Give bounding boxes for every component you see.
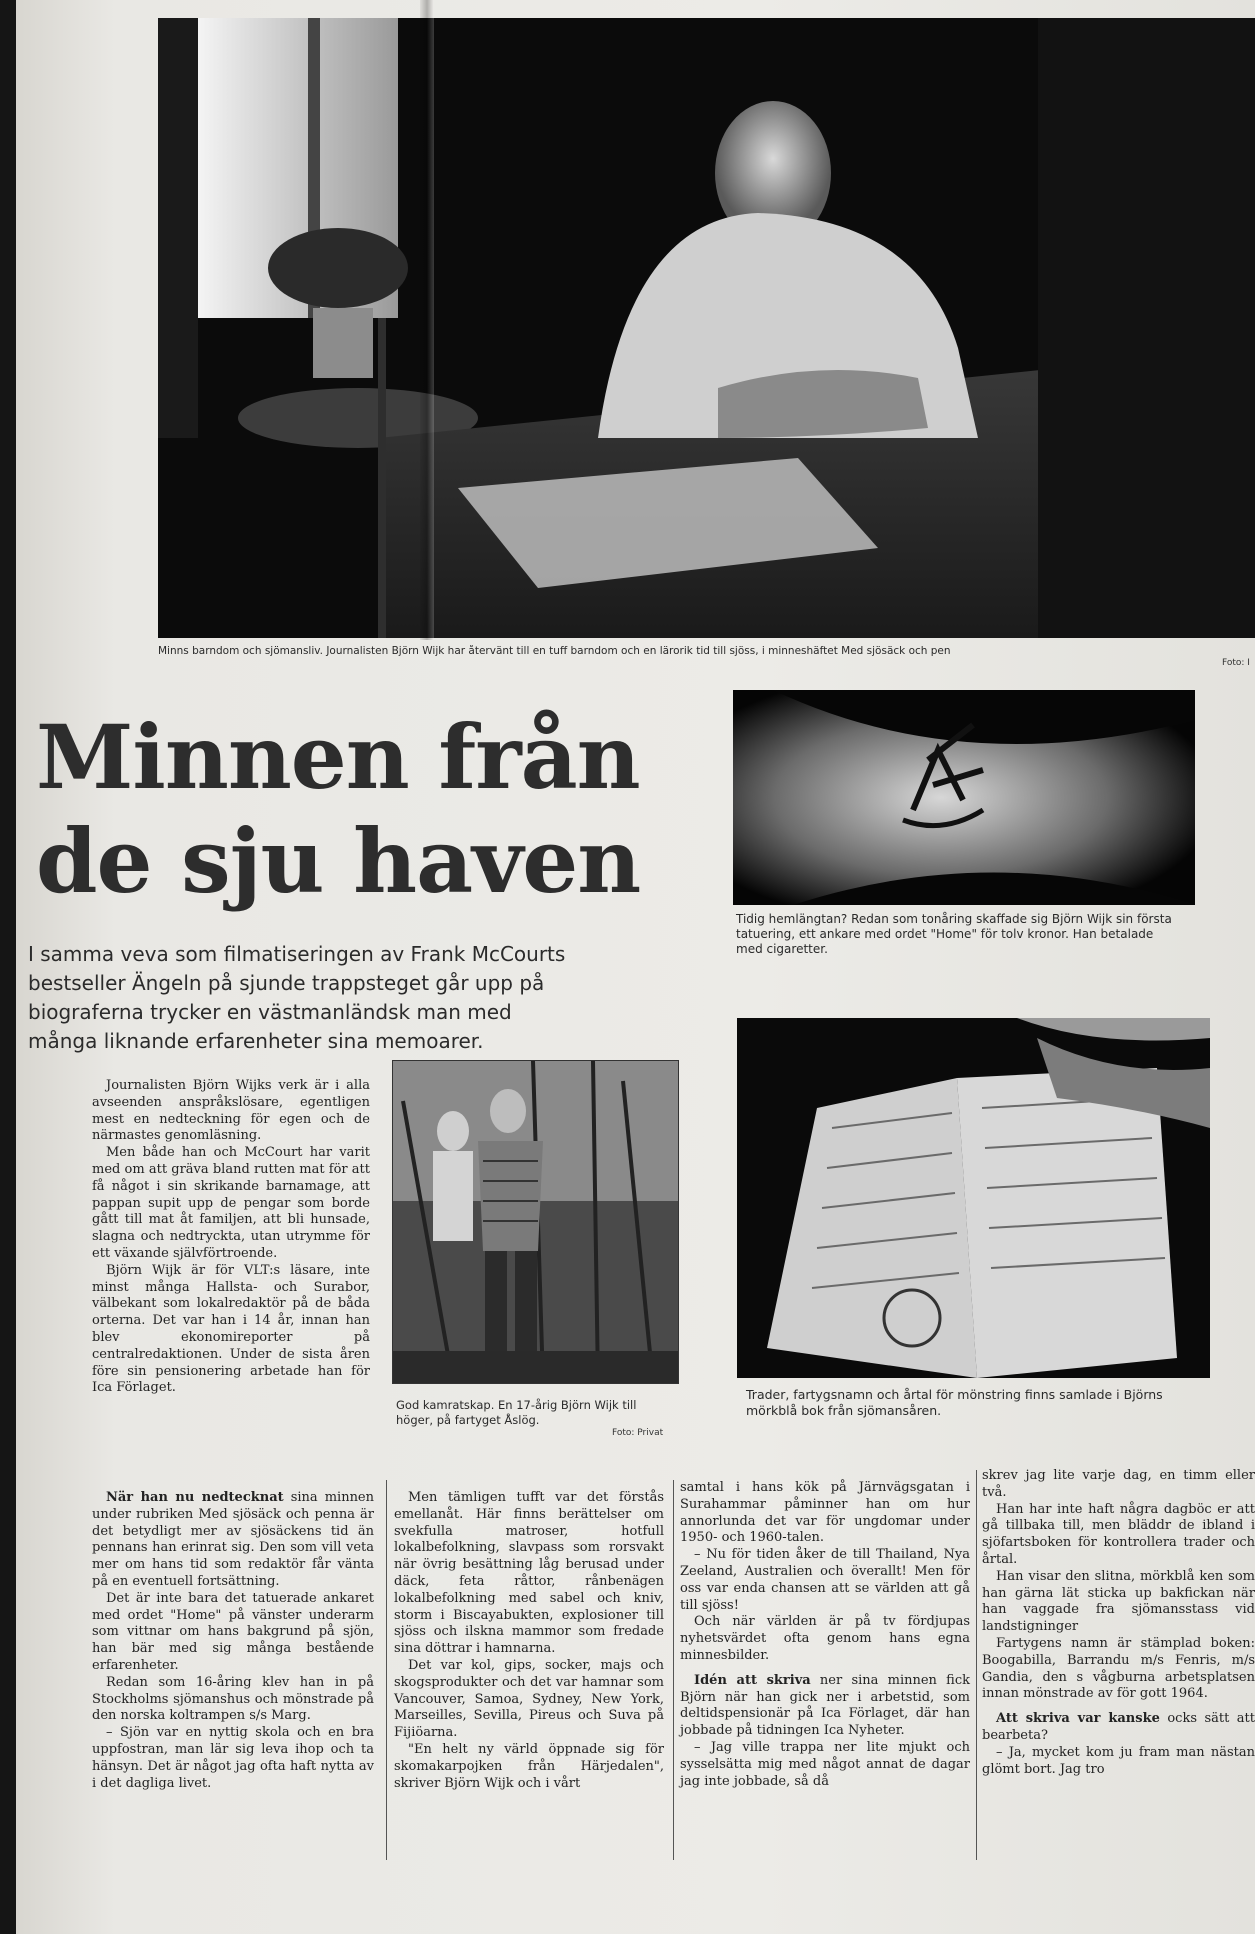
top-photo-caption-text: Minns barndom och sjömansliv. Journalisten Björn Wijk har återvänt till en tuff barndom och en lärorik tid till sjöss, i minneshäftet Med sjösäck och pen [158,645,951,657]
headline-line-2: de sju haven [36,809,641,913]
col3-para: "En helt ny värld öppnade sig för skomakarpojken från Härjedalen", skriver Björn Wijk och i vårt [394,1741,664,1791]
col4-para: samtal i hans kök på Järnvägsgatan i Surahammar påminner han om hur annorlunda det var för ungdomar under 1950- och 1960-talen. [680,1480,970,1546]
paper-fold [420,0,434,640]
tattoo-photo [733,690,1195,905]
col2-para: – Sjön var en nyttig skola och en bra uppfostran, man lär sig leva ihop och ta hänsyn. Det är något jag ofta haft nytta av i det dagliga livet. [92,1725,374,1791]
col5-subhead-rest: ocks sätt att bearbeta? [982,1711,1255,1743]
crew-photo [392,1060,679,1384]
crew-caption-text: God kamratskap. En 17-årig Björn Wijk till höger, på fartyget Åslög. [396,1398,637,1427]
col5-para: Han visar den slitna, mörkblå ken som han gärna lät sticka up bakfickan när han vaggade fra sjömansstass vid landstigninger [982,1568,1255,1635]
crew-photo-credit [612,1428,663,1438]
col5-subhead-para [982,1711,1255,1745]
column-3 [394,1490,664,1792]
column-4 [680,1480,970,1790]
col4-subhead-para [680,1673,970,1740]
book-caption-text: Trader, fartygsnamn och årtal för mönstring finns samlade i Björns mörkblå bok från sjömansåren. [746,1387,1163,1418]
column-5 [982,1468,1255,1778]
col4-para: Och när världen är på tv fördjupas nyhetsvärdet ofta genom hans egna minnesbilder. [680,1614,970,1663]
col2-subhead: När han nu nedtecknat [106,1490,284,1505]
col2-para: Redan som 16-åring klev han in på Stockholms sjömanshus och mönstrade på den norska koltrampen s/s Marg. [92,1674,374,1724]
top-photo-credit [1222,658,1250,668]
col2-subhead-rest: sina minnen under rubriken Med sjösäck och penna är det betydligt mer av sjösäckens tid än pennans han erinrat sig. Den som vill veta mer om hans tid som redaktör får vänta på en eventuell fortsättning. [92,1490,375,1589]
col5-para: skrev jag lite varje dag, en timm eller två. [982,1468,1255,1500]
crew-photo-caption [396,1398,666,1428]
top-photo-caption [158,645,1238,657]
headline-line-1: Minnen från [36,705,640,809]
photo-credit: Foto: I [1222,658,1250,668]
col4-para: – Nu för tiden åker de till Thailand, Nya Zeeland, Australien och överallt! Men för oss var enda chansen att se världen att gå till sjöss! [680,1547,970,1613]
column-rule [976,1470,977,1860]
book-photo [737,1018,1210,1378]
col5-para: Fartygens namn är stämplad boken: Boogabilla, Barrandu m/s Fenris, m/s Gandia, den s vågburna arbetsplatsen innan mönstrade av för gott 1964. [982,1635,1255,1702]
col3-para: Men tämligen tufft var det förstås emellanåt. Här finns berättelser om svekfulla matroser, hotfull lokalbefolkning, slavpass som rorsvakt när övrig besättning låg berusad under däck, feta råttor, rånbenägen lokalbefolkning med sabel och kniv, storm i Biscayabukten, explosioner till sjöss och ilskna mammor som fredade sina döttrar i hamnarna. [394,1490,664,1657]
column-1 [92,1078,370,1397]
tattoo-photo-caption [736,912,1176,957]
col3-para: Det var kol, gips, socker, majs och skogsprodukter och det var hamnar som Vancouver, Samoa, Sydney, New York, Marseilles, Sevilla, Pireus och Suva på Fijiöarna. [394,1657,664,1741]
col5-subhead: Att skriva var kanske [996,1711,1160,1727]
col2-first-para [92,1490,374,1591]
col5-para: – Ja, mycket kom ju fram man nästan glömt bort. Jag tro [982,1744,1255,1777]
lead-paragraph: I samma veva som filmatiseringen av Frank McCourts bestseller Ängeln på sjunde trappsteget går upp på biograferna trycker en västmanländsk man med många liknande erfarenheter sina memoarer. [28,942,566,1053]
col4-subhead: Idén att skriva [694,1672,811,1688]
col2-para: Det är inte bara det tatuerade ankaret med ordet "Home" på vänster underarm som vittnar om hans bakgrund på sjön, han bär med sig många bestående erfarenheter. [92,1590,374,1673]
headline [36,705,686,913]
tattoo-caption-text: Tidig hemlängtan? Redan som tonåring skaffade sig Björn Wijk sin första tatuering, ett ankare med ordet "Home" för tolv kronor. Han betalade med cigaretter. [736,912,1172,956]
crew-credit-text: Foto: Privat [612,1428,664,1438]
col1-para: Björn Wijk är för VLT:s läsare, inte minst många Hallsta- och Surabor, välbekant som lokalredaktör på de båda orterna. Det var han i 14 år, innan han blev ekonomireporter på centralredaktionen. Under de sista åren före sin pensionering arbetade han för Ica Förlaget. [92,1262,370,1396]
column-2 [92,1490,374,1792]
col1-para: Men både han och McCourt har varit med om att gräva bland rutten mat för att få något i sin skrikande barnamage, att pappan supit upp de pengar som borde gått till mat åt familjen, att bli hunsade, slagna och nedtryckta, utan utrymme för ett växande självförtroende. [92,1145,370,1261]
book-photo-caption [746,1387,1216,1419]
column-rule [386,1480,387,1860]
col5-para: Han har inte haft några dagböc er att gå tillbaka till, men bläddr de ibland i sjöfartsboken för kontrollera trader och årtal. [982,1501,1255,1567]
col1-para: Journalisten Björn Wijks verk är i alla avseenden anspråkslösare, egentligen mest en nedteckning för egen och de närmastes genomläsning. [92,1078,370,1144]
column-rule [673,1480,674,1860]
col4-subhead-rest: ner sina minnen fick Björn när han gick ner i arbetstid, som deltidspensionär på Ica Förlaget, där han jobbade på tidningen Ica Nyheter. [680,1672,970,1739]
col4-para: – Jag ville trappa ner lite mjukt och sysselsätta mig med något annat de dagar jag inte jobbade, så då [680,1739,970,1789]
top-photo [158,18,1255,638]
